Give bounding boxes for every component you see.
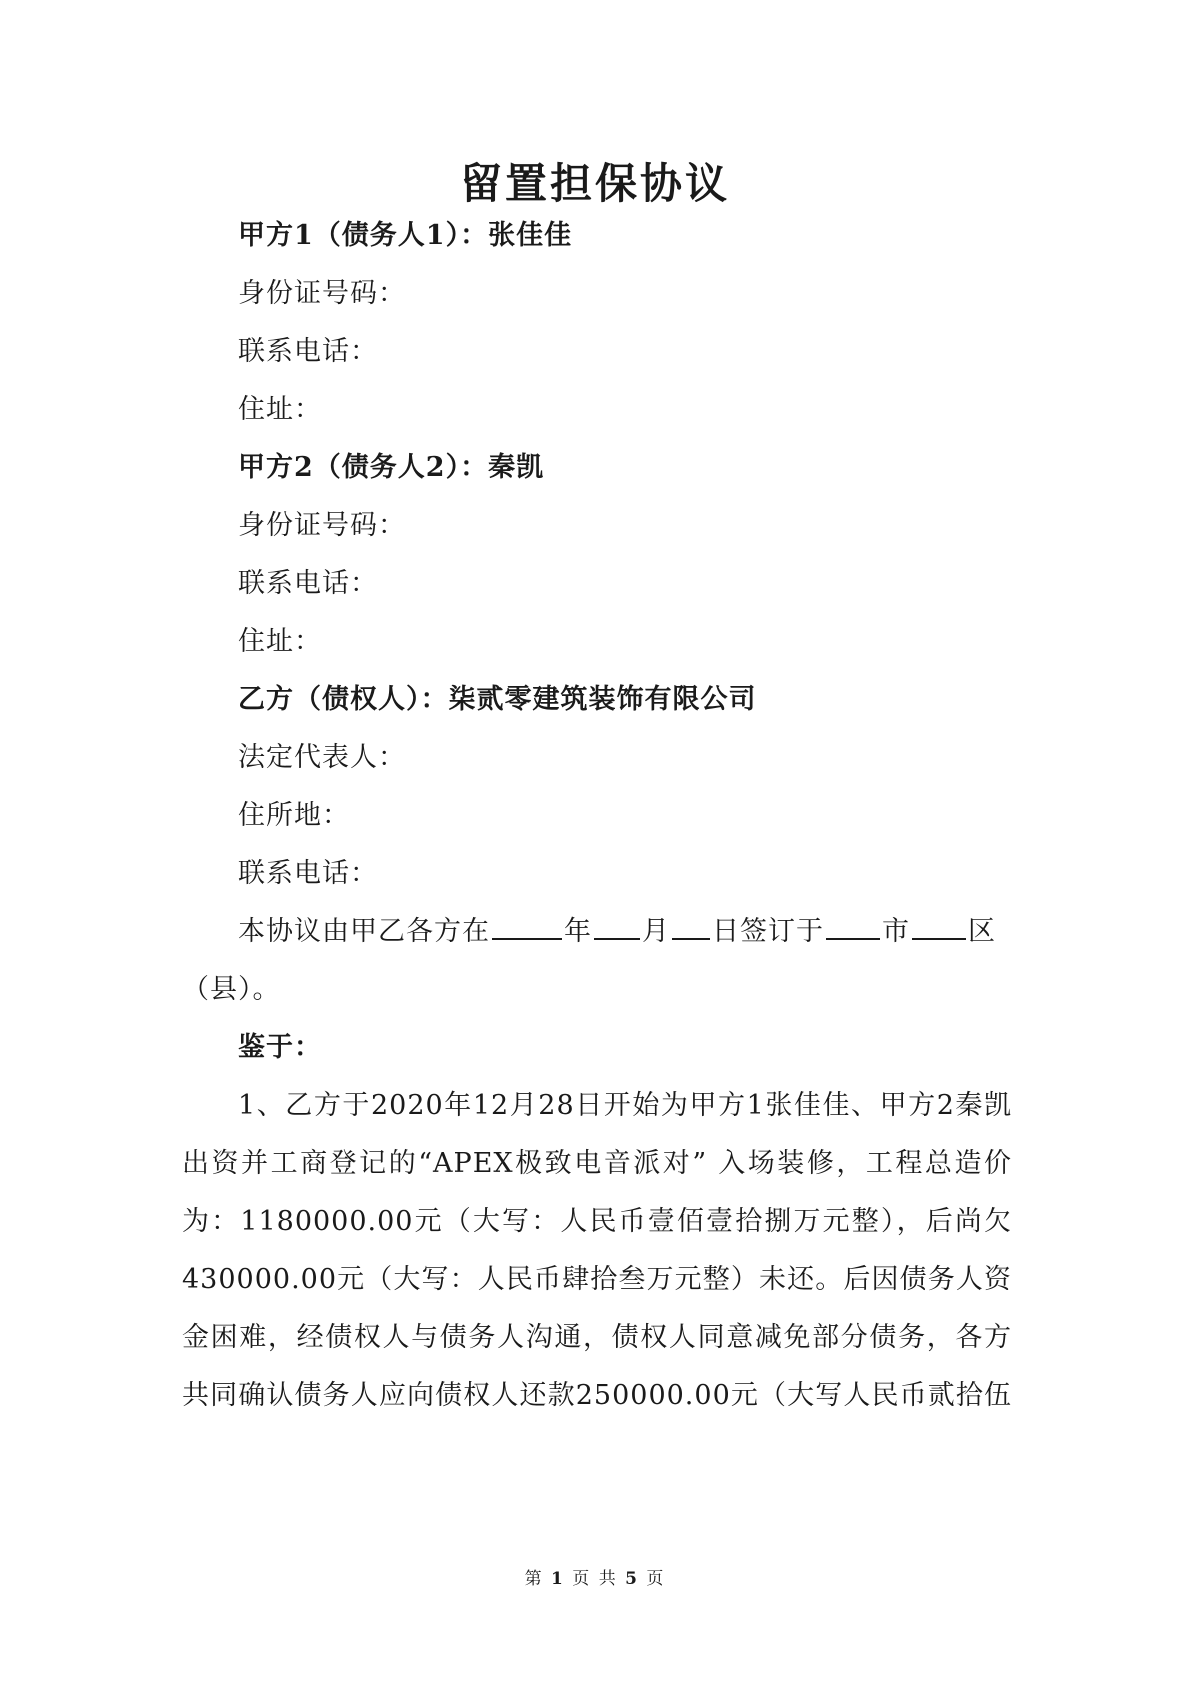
party-b-rep-label: 法定代表人： — [238, 742, 406, 773]
signing-lead: 本协议由甲乙各方在 — [238, 916, 490, 947]
clause-1-line: 金困难，经债权人与债务人沟通，债权人同意减免部分债务，各方 — [182, 1322, 1012, 1353]
party-a2-heading: 甲方2（债务人2）：秦凯 — [238, 452, 545, 483]
footer-prefix: 第 — [524, 1569, 544, 1589]
party-a2-address-label: 住址： — [238, 626, 322, 657]
footer-suffix: 页 — [646, 1569, 666, 1589]
signing-line-2: （县）。 — [182, 974, 281, 1005]
clause-1-line: 出资并工商登记的“APEX极致电音派对” 入场装修，工程总造价 — [182, 1148, 1012, 1179]
signing-day-blank — [672, 914, 710, 940]
signing-month-blank — [594, 914, 640, 940]
party-a1-heading: 甲方1（债务人1）：张佳佳 — [238, 220, 573, 251]
clause-1-line: 为：1180000.00元（大写：人民币壹佰壹拾捌万元整），后尚欠 — [182, 1206, 1012, 1237]
party-a1-id-label: 身份证号码： — [238, 278, 406, 309]
footer-middle: 页 共 — [572, 1569, 618, 1589]
party-b-phone-label: 联系电话： — [238, 858, 378, 889]
page-footer — [0, 1567, 1190, 1591]
signing-district-blank — [912, 914, 966, 940]
signing-city-blank — [826, 914, 880, 940]
signing-month-label: 月 — [642, 916, 670, 947]
party-a2-phone-label: 联系电话： — [238, 568, 378, 599]
clause-1-line: 共同确认债务人应向债权人还款250000.00元（大写人民币贰拾伍 — [182, 1380, 1012, 1411]
document-title: 留置担保协议 — [459, 159, 730, 208]
clause-1-line: 430000.00元（大写：人民币肆拾叁万元整）未还。后因债务人资 — [182, 1264, 1012, 1295]
party-b-domicile-label: 住所地： — [238, 800, 350, 831]
party-b-heading: 乙方（债权人）：柒贰零建筑装饰有限公司 — [238, 684, 757, 715]
whereas-heading: 鉴于： — [238, 1032, 322, 1063]
footer-total-pages: 5 — [625, 1569, 639, 1589]
party-a1-phone-label: 联系电话： — [238, 336, 378, 367]
signing-year-label: 年 — [564, 916, 592, 947]
party-a2-id-label: 身份证号码： — [238, 510, 406, 541]
signing-city-label: 市 — [882, 916, 910, 947]
footer-page-number: 1 — [551, 1569, 565, 1589]
clause-1-line: 1、乙方于2020年12月28日开始为甲方1张佳佳、甲方2秦凯 — [238, 1090, 1012, 1121]
signing-year-blank — [492, 914, 562, 940]
signing-district-label: 区 — [968, 916, 996, 947]
signing-day-label: 日签订于 — [712, 916, 824, 947]
signing-line — [238, 912, 996, 952]
party-a1-address-label: 住址： — [238, 394, 322, 425]
